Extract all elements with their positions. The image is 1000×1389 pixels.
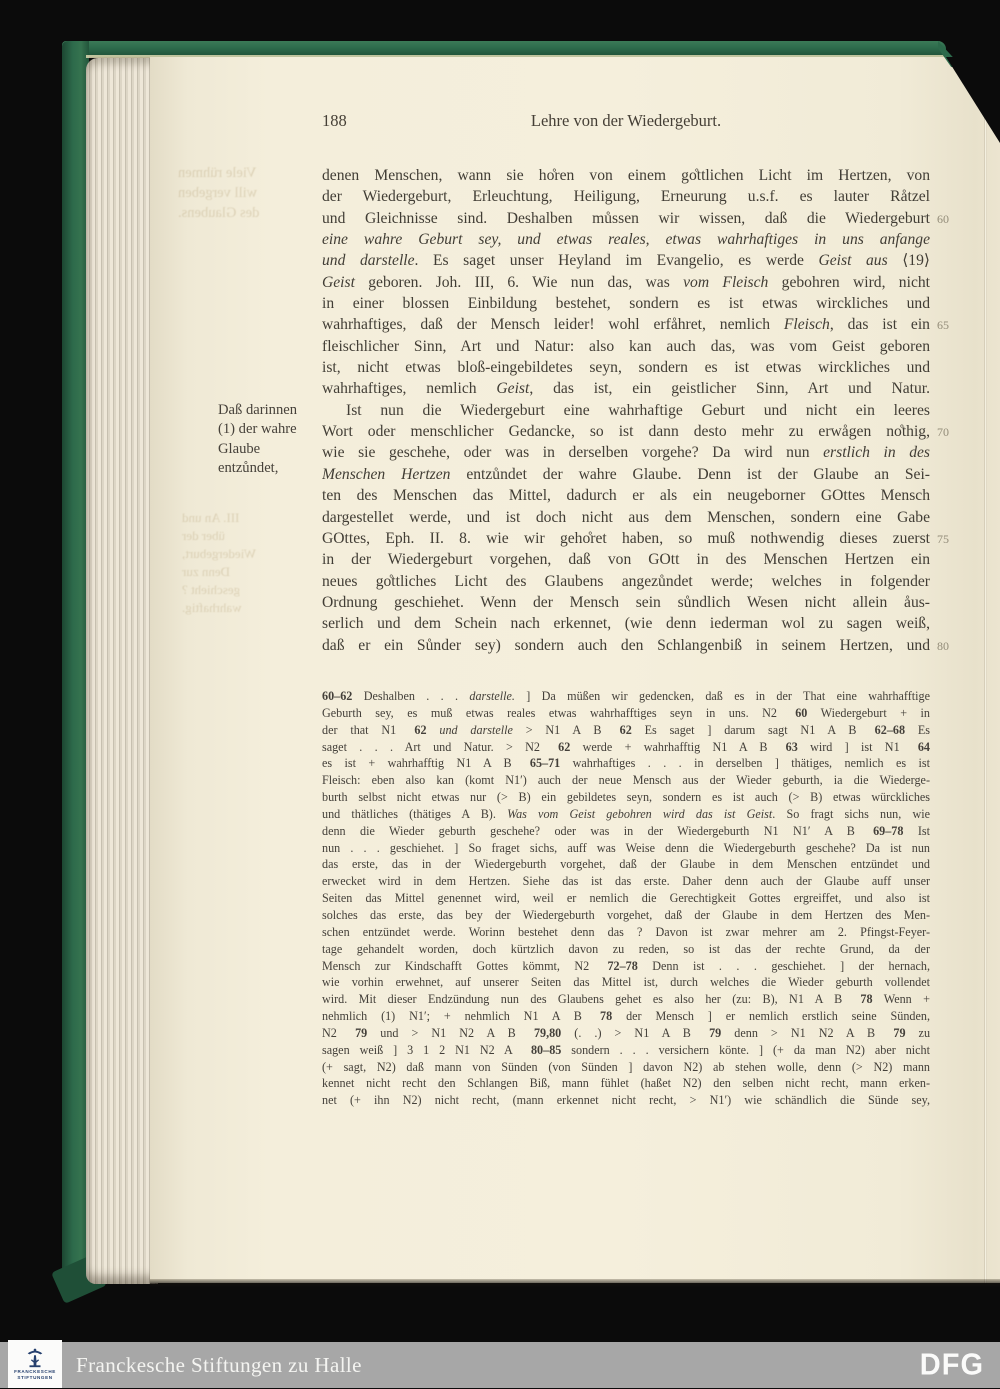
text-line: das erste, das in der Wiedergeburth vorgehet, daß der Glaube in dem Menschen entzündet und bbox=[322, 857, 930, 872]
text-line: Seiten das Mittel genennet wird, weil er nemlich die Gerechtigkeit Gottes ergreiffet, und also ist bbox=[322, 891, 930, 906]
text-line: und darstelle. Es saget unser Heyland im Evangelio, es werde Geist aus ⟨19⟩ bbox=[322, 252, 930, 270]
page-bottom-shadow bbox=[150, 1279, 1000, 1289]
text-line: dargestellet werde, und ist doch nicht aus dem Menschen, sondern eine Gabe bbox=[322, 508, 930, 526]
text-line: denn die Wieder geburth geschehe? oder was in der Wiedergeburth N1 N1′ A B 69–78 Ist bbox=[322, 823, 930, 838]
text-line: net (+ ihn N2) nicht recht, (mann erkennet nicht recht, > N1′) wie schändlich die Sünde sey, bbox=[322, 1093, 930, 1108]
text-line: denen Menschen, wann sie ho̊ren von einem go̊ttlichen Licht im Hertzen, von bbox=[322, 167, 930, 184]
text-line: der Wiedergeburt, Erleuchtung, Heiligung, Erneurung u.s.f. es lauter Råtzel bbox=[322, 188, 930, 206]
edition-line-number: 70 bbox=[937, 425, 949, 440]
margin-note-line: Daß darinnen bbox=[218, 402, 298, 418]
text-line: und thätliches (thätiges A B). Was vom Geist gebohren wird das ist Geist. So fragt sichs nun, wie bbox=[322, 806, 930, 821]
text-line: ten des Menschen das Mittel, dadurch er als ein neugeborner GOttes Mensch bbox=[322, 487, 930, 505]
text-line: Menschen Hertzen entzůndet der wahre Glaube. Denn ist der Glaube an Sei- bbox=[322, 465, 930, 483]
text-line: eine wahre Geburt sey, und etwas reales, etwas wahrhaftiges in uns anfange bbox=[322, 231, 930, 249]
text-line: Ist nun die Wiedergeburt eine wahrhaftige Geburt und nicht ein leeres bbox=[346, 401, 930, 419]
page-crease bbox=[984, 57, 987, 1283]
text-line: ist, nicht etwas bloß-eingebildetes seyn, sondern es ist etwas wirckliches und bbox=[322, 359, 930, 377]
text-line: serlich und dem Schein nach erkennet, (wie denn iederman wol zu sagen weiß, bbox=[322, 615, 930, 633]
logo-caption-line2: STIFTUNGEN bbox=[17, 1375, 53, 1380]
text-line: sagen weiß ] 3 1 2 N1 N2 A 80–85 sondern . . . versichern könte. ] (+ da man N2) aber nicht bbox=[322, 1042, 930, 1057]
text-line: GOttes, Eph. II. 8. wie wir geho̊ret haben, so muß nothwendig dieses zuerst bbox=[322, 529, 930, 547]
text-line: es ist + wahrhafftig N1 A B 65–71 wahrhaftiges . . . in derselben ] thätiges, nemlich es ist bbox=[322, 756, 930, 771]
text-line: burth selbst nicht etwas nur (> B) ein gebildetes seyn, sondern es ist auch (> B) etwas würckliches bbox=[322, 790, 930, 805]
text-line: Geburth sey, es muß etwas reales etwas wahrhafftiges seyn in uns. N2 60 Wiedergeburt + in bbox=[322, 705, 930, 720]
text-line: tage gehandelt worden, doch kürtzlich davon zu reden, so ist das der rechte Grund, da der bbox=[322, 941, 930, 956]
footer-bar bbox=[0, 1342, 1000, 1388]
page-edge-stack bbox=[86, 58, 158, 1284]
book-page bbox=[150, 57, 1000, 1283]
margin-note bbox=[218, 401, 320, 479]
text-line: Geist geboren. Joh. III, 6. Wie nun das, was vom Fleisch gebohren wird, nicht bbox=[322, 273, 930, 291]
text-line: N2 79 und > N1 N2 A B 79,80 (. .) > N1 A B 79 denn > N1 N2 A B 79 zu bbox=[322, 1025, 930, 1040]
franckesche-logo-box bbox=[8, 1340, 62, 1388]
text-line: Fleisch: eben also kan (komt N1′) auch der neue Mensch aus der Wieder geburth, ia die Wiederge- bbox=[322, 773, 930, 788]
text-line: erwecket wird in dem Hertzen. Siehe das ist das erste. Daher denn auch der Glaube auff unser bbox=[322, 874, 930, 889]
text-line: wahrhaftiges, daß der Mensch leider! wohl erfåhret, nemlich Fleisch, das ist ein bbox=[322, 316, 930, 334]
edition-line-number: 80 bbox=[937, 638, 949, 653]
text-line: wie vorhin erwehnet, auf unserer Seiten das Mittel ist, durch welches die Wieder geburth vollendet bbox=[322, 975, 930, 990]
text-line: solches das erste, das bey der Wiedergeburth vorgehet, daß der Glaube in dem Hertzen des Men- bbox=[322, 907, 930, 922]
text-line: der that N1 62 und darstelle > N1 A B 62 Es saget ] darum sagt N1 A B 62–68 Es bbox=[322, 722, 930, 737]
edition-line-number: 75 bbox=[937, 531, 949, 546]
text-line: wird. Mit dieser Endzündung nun des Glaubens gehet es also her (zu: B), N1 A B 78 Wenn + bbox=[322, 992, 930, 1007]
text-line: in einer blossen Einbildung bestehet, sondern es ist etwas wirckliches und bbox=[322, 295, 930, 313]
edition-line-number: 60 bbox=[937, 211, 949, 226]
text-line: Ordnung geschiehet. Wenn der Mensch sein sůndlich Wesen nicht allein åus- bbox=[322, 593, 930, 611]
text-line: kennet nicht recht den Schlangen Biß, mann fühlet (haßet N2) den selben nicht recht, mann erken- bbox=[322, 1076, 930, 1091]
bleedthrough-text: III. An und über der Wiedergeburt, Denn zur geschieht ? wahrhaftig. bbox=[182, 510, 256, 615]
page-header bbox=[322, 111, 930, 133]
institution-name: Franckesche Stiftungen zu Halle bbox=[76, 1352, 362, 1377]
text-line: neues go̊ttliches Licht des Glaubens angezůndet werde; welches in folgender bbox=[322, 572, 930, 590]
text-line: (+ sagt, N2) daß mann von Sünden (von Sünden ] davon N2) ab stehen wolle, denn (> N2) mann bbox=[322, 1059, 930, 1074]
text-line: fleischlicher Sinn, Art und Natur: also kan auch das, was vom Geist geboren bbox=[322, 337, 930, 355]
margin-note-line: Glaube bbox=[218, 440, 261, 457]
text-line: Mensch zur Kindschafft Gottes kömmt, N2 72–78 Denn ist . . . geschiehet. ] der hernach, bbox=[322, 958, 930, 973]
text-line: nehmlich (1) N1′; + nehmlich N1 A B 78 der Mensch ] er nemlich erstlich seine Sünden, bbox=[322, 1009, 930, 1024]
text-line: daß er ein Sůnder sey) sondern auch den Schlangenbiß in seinem Hertzen, und bbox=[322, 636, 930, 654]
text-line: saget . . . Art und Natur. > N2 62 werde + wahrhafftig N1 A B 63 wird ] ist N1 64 bbox=[322, 739, 930, 754]
text-line: in der Wiedergeburt vorgehen, daß von GOtt in des Menschen Hertzen ein bbox=[322, 551, 930, 569]
dfg-logo: DFG bbox=[919, 1347, 984, 1382]
margin-note-line: (1) der wahre bbox=[218, 421, 297, 438]
text-line: Wort oder menschlicher Gedancke, so ist dann desto mehr zu erwågen no̊thig, bbox=[322, 423, 930, 441]
text-line: 60–62 Deshalben . . . darstelle. ] Da müßen wir gedencken, daß es in der That eine wahrhafftige bbox=[322, 689, 930, 703]
edition-line-number: 65 bbox=[937, 318, 949, 333]
text-line: wie sie geschehe, oder was in derselben vorgehe? Da wird nun erstlich in des bbox=[322, 444, 930, 462]
text-line: schen entzündet werde. Worinn bestehet denn das ? Davon ist zwar mehrer am 2. Pfingst-Feyer- bbox=[322, 924, 930, 939]
franckesche-emblem-icon bbox=[24, 1347, 46, 1369]
running-title: Lehre von der Wiedergeburt. bbox=[530, 111, 722, 130]
critical-apparatus bbox=[322, 688, 930, 1109]
book-cover-left-edge bbox=[62, 41, 89, 1293]
logo-caption-line1: FRANCKESCHE bbox=[14, 1369, 56, 1375]
text-line: wahrhaftiges, nemlich Geist, das ist, ein geistlicher Sinn, Art und Natur. bbox=[322, 380, 930, 398]
bleedthrough-text: Viele rühmen will vergeben des Glaubens. bbox=[178, 165, 260, 221]
text-line: und Gleichnisse sind. Deshalben můssen wir wissen, daß die Wiedergeburt bbox=[322, 209, 930, 227]
text-line: nun . . . geschiehet. ] So fraget sichs, auff was Weise denn die Wiedergeburth geschehe? Da ist nun bbox=[322, 840, 930, 855]
page-number: 188 bbox=[322, 111, 347, 130]
body-text bbox=[322, 165, 930, 656]
margin-note-line: entzůndet, bbox=[218, 460, 279, 477]
